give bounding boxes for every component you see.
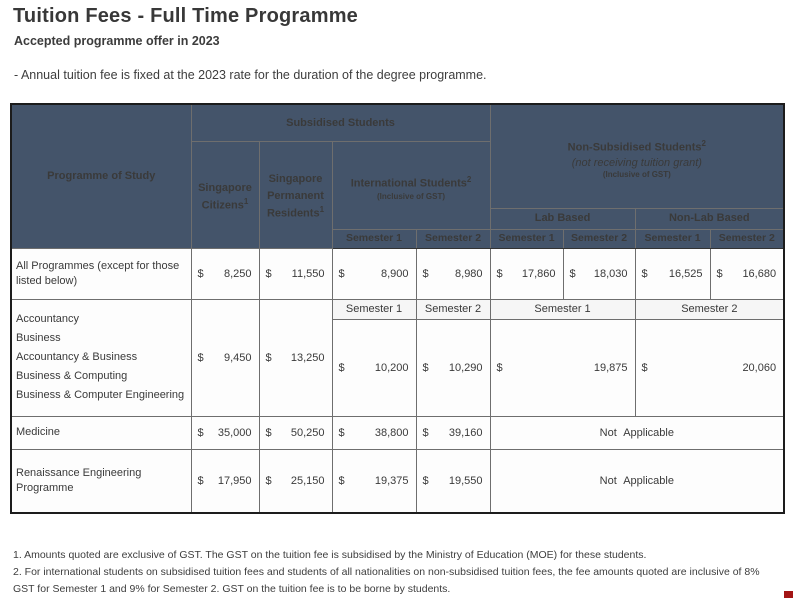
footnote-ref-1: 1 [319,205,325,215]
currency-symbol: $ [197,474,204,487]
currency-symbol: $ [422,426,429,439]
currency-symbol: $ [338,474,345,487]
currency-symbol: $ [265,267,272,280]
row-label-renaissance: Renaissance Engineering Programme [11,449,191,513]
fee-cell-pr-all: $ 11,550 [259,248,332,299]
currency-symbol: $ [422,474,429,487]
currency-symbol: $ [569,267,576,280]
currency-symbol: $ [338,426,345,439]
currency-symbol: $ [265,474,272,487]
fee-fixed-note: - Annual tuition fee is fixed at the 2023 rate for the duration of the degree programme. [14,68,487,82]
fee-cell-intl-s2-business: $ 10,290 [416,319,490,416]
row-label-business-group: Accountancy Business Accountancy & Business Business & Computing Business & Computer Engineering [11,299,191,416]
fee-cell-citizens-business: $ 9,450 [191,299,259,416]
currency-symbol: $ [496,361,503,374]
col-header-lab-semester-1: Semester 1 [490,229,563,248]
fee-cell-nonlab-s2-all: $ 16,680 [710,248,784,299]
fee-cell-citizens-all: $ 8,250 [191,248,259,299]
gst-inclusive-note: (Inclusive of GST) [602,170,671,180]
fee-cell-pr-renaissance: $ 25,150 [259,449,332,513]
currency-symbol: $ [422,361,429,374]
sub-header-intl-semester-2: Semester 2 [416,299,490,319]
sub-header-intl-semester-1: Semester 1 [332,299,416,319]
col-header-international-students [332,141,490,229]
col-header-singapore-citizens: Singapore Citizens$^1$ [191,141,259,248]
footnote-ref-1: 1 [243,197,249,207]
currency-symbol: $ [197,267,204,280]
footnote-ref-2: 2 [701,138,706,148]
col-header-intl-semester-2: Semester 2 [416,229,490,248]
currency-symbol: $ [641,267,648,280]
fee-cell-pr-medicine: $ 50,250 [259,416,332,449]
col-header-programme-of-study: Programme of Study [11,104,191,248]
fee-cell-lab-s2-all: $ 18,030 [563,248,635,299]
sub-header-nonsub-semester-1: Semester 1 [490,299,635,319]
fee-cell-intl-s2-renaissance: $ 19,550 [416,449,490,513]
fee-cell-nonlab-s1-all: $ 16,525 [635,248,710,299]
gst-inclusive-note: (Inclusive of GST) [377,191,446,201]
col-header-intl-semester-1: Semester 1 [332,229,416,248]
footnote-2: 2. For international students on subsidised tuition fees and students of all nationalities on non-subsidised tuition fees, the fee amounts quoted are inclusive of 8% GST for Semester 1 and 9% for Semester 2. GST on the tuition fee is to be borne by students. [13,566,760,595]
non-subsidised-label: Non-Subsidised Students$^2$ [567,138,706,154]
row-label-all-programmes: All Programmes (except for those listed below) [11,248,191,299]
col-header-nonlab-semester-2: Semester 2 [710,229,784,248]
tuition-fees-table [10,103,785,514]
fee-cell-citizens-medicine: $ 35,000 [191,416,259,449]
footnote-ref-2: 2 [466,174,472,184]
currency-symbol: $ [197,351,204,364]
currency-symbol: $ [265,351,272,364]
currency-symbol: $ [422,267,429,280]
col-header-subsidised-students: Subsidised Students [191,104,490,141]
col-header-permanent-residents: Singapore Permanent Residents$^1$ [259,141,332,248]
row-label-medicine: Medicine [11,416,191,449]
currency-symbol: $ [716,267,723,280]
fee-cell-intl-s1-all: $ 8,900 [332,248,416,299]
currency-symbol: $ [338,361,345,374]
col-header-nonlab-semester-1: Semester 1 [635,229,710,248]
international-label: International Students$^2$ [350,174,472,190]
page-subtitle: Accepted programme offer in 2023 [14,34,220,48]
fee-cell-pr-business: $ 13,250 [259,299,332,416]
fee-cell-intl-s1-medicine: $ 38,800 [332,416,416,449]
fee-cell-lab-s1-business: $ 19,875 [490,319,635,416]
col-header-lab-based: Lab Based [490,208,635,229]
fee-cell-lab-s1-all: $ 17,860 [490,248,563,299]
currency-symbol: $ [496,267,503,280]
fee-cell-intl-s2-medicine: $ 39,160 [416,416,490,449]
fee-cell-citizens-renaissance: $ 17,950 [191,449,259,513]
fee-cell-nonlab-s2-business: $ 20,060 [635,319,784,416]
col-header-lab-semester-2: Semester 2 [563,229,635,248]
currency-symbol: $ [641,361,648,374]
currency-symbol: $ [265,426,272,439]
not-applicable-renaissance: Not Applicable [490,449,784,513]
fee-cell-intl-s1-business: $ 10,200 [332,319,416,416]
page-title: Tuition Fees - Full Time Programme [13,5,359,27]
col-header-non-subsidised-students [490,104,784,208]
corner-artifact [784,591,793,598]
footnote-1: 1. Amounts quoted are exclusive of GST. The GST on the tuition fee is subsidised by the Ministry of Education (MOE) for these students. [13,549,647,561]
tuition-grant-note: (not receiving tuition grant) [571,156,702,169]
fee-cell-intl-s1-renaissance: $ 19,375 [332,449,416,513]
col-header-non-lab-based: Non-Lab Based [635,208,784,229]
currency-symbol: $ [338,267,345,280]
fee-cell-intl-s2-all: $ 8,980 [416,248,490,299]
currency-symbol: $ [197,426,204,439]
not-applicable-medicine: Not Applicable [490,416,784,449]
sub-header-nonsub-semester-2: Semester 2 [635,299,784,319]
